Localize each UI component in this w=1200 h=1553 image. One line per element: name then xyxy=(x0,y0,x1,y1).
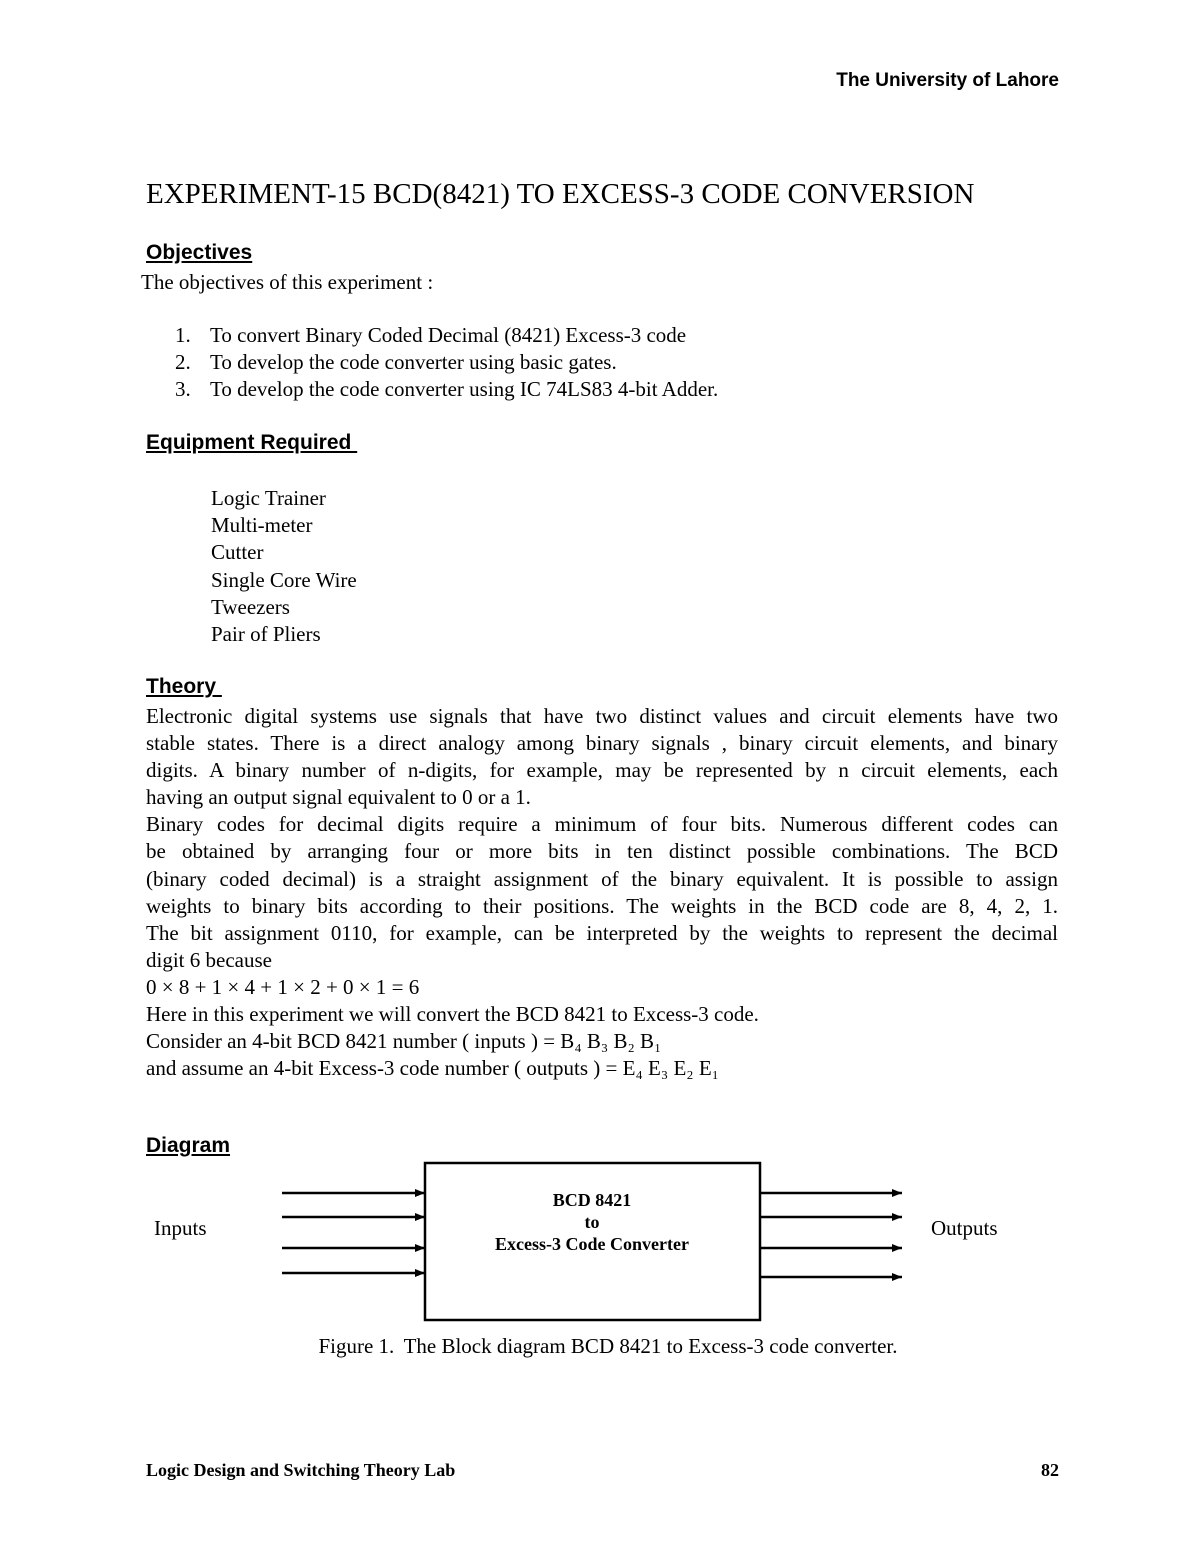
list-text: To develop the code converter using basic gates. xyxy=(210,350,617,374)
theory-body xyxy=(146,703,1058,1082)
list-item: Cutter xyxy=(211,540,264,565)
theory-line: weights to binary bits according to their positions. The weights in the BCD code are 8, 4, 2, 1. xyxy=(146,893,1058,918)
block-label-line1: BCD 8421 xyxy=(552,1190,632,1210)
inputs-label: Inputs xyxy=(154,1216,207,1240)
header-organization: The University of Lahore xyxy=(836,70,1059,91)
page-number: 82 xyxy=(1041,1460,1059,1480)
list-item xyxy=(175,322,895,349)
block-label-line2: to xyxy=(584,1212,600,1232)
list-item: Logic Trainer xyxy=(211,486,326,510)
list-item xyxy=(175,376,895,403)
list-number: 1. xyxy=(175,323,191,347)
theory-line: digit 6 because xyxy=(146,947,272,972)
figure-caption xyxy=(0,1334,1200,1359)
list-item: Multi-meter xyxy=(211,513,313,538)
page-title: EXPERIMENT-15 BCD(8421) TO EXCESS-3 CODE CONVERSION xyxy=(146,178,975,210)
list-item: Single Core Wire xyxy=(211,567,357,592)
list-item: Pair of Pliers xyxy=(211,622,321,647)
weight-equation: 0 × 8 + 1 × 4 + 1 × 2 + 0 × 1 = 6 xyxy=(146,974,420,999)
objectives-intro: The objectives of this experiment : xyxy=(141,270,434,294)
caption-prefix: Figure 1. xyxy=(318,1334,395,1358)
objectives-list xyxy=(175,322,895,403)
inputs-definition: Consider an 4-bit BCD 8421 number ( inputs ) = B₄ B₃ B₂ B₁ xyxy=(146,1029,662,1054)
outputs-label: Outputs xyxy=(931,1216,998,1240)
theory-line: stable states. There is a direct analogy among binary signals , binary circuit elements, and binary xyxy=(146,731,1058,756)
caption-text: The Block diagram BCD 8421 to Excess-3 code converter. xyxy=(403,1334,898,1358)
theory-line: (binary coded decimal) is a straight assignment of the binary equivalent. It is possible to assign xyxy=(146,866,1058,891)
diagram-heading: Diagram xyxy=(146,1134,231,1157)
theory-line: digits. A binary number of n-digits, for example, may be represented by n circuit elements, each xyxy=(146,758,1058,783)
equipment-list xyxy=(211,485,357,648)
list-text: To develop the code converter using IC 74LS83 4-bit Adder. xyxy=(210,377,719,401)
objectives-heading: Objectives xyxy=(146,241,253,264)
equipment-heading: Equipment Required xyxy=(146,431,358,454)
list-item: Tweezers xyxy=(211,594,290,619)
list-number: 2. xyxy=(175,350,191,374)
block-label-line3: Excess-3 Code Converter xyxy=(495,1234,689,1254)
theory-line: Here in this experiment we will convert the BCD 8421 to Excess-3 code. xyxy=(146,1002,759,1027)
theory-line: Binary codes for decimal digits require a minimum of four bits. Numerous different codes can xyxy=(146,812,1058,837)
theory-line: The bit assignment 0110, for example, can be interpreted by the weights to represent the decimal xyxy=(146,920,1058,945)
theory-line: be obtained by arranging four or more bits in ten distinct possible combinations. The BCD xyxy=(146,839,1058,864)
block-diagram xyxy=(140,1150,1040,1330)
list-number: 3. xyxy=(175,377,191,401)
outputs-definition: and assume an 4-bit Excess-3 code number ( outputs ) = E₄ E₃ E₂ E₁ xyxy=(146,1056,719,1081)
theory-line: having an output signal equivalent to 0 or a 1. xyxy=(146,785,531,810)
list-text: To convert Binary Coded Decimal (8421) Excess-3 code xyxy=(210,323,687,347)
theory-heading: Theory xyxy=(146,675,222,698)
list-item xyxy=(175,349,895,376)
theory-line: Electronic digital systems use signals that have two distinct values and circuit elements have two xyxy=(146,704,1058,728)
footer-course-title: Logic Design and Switching Theory Lab xyxy=(146,1460,456,1480)
